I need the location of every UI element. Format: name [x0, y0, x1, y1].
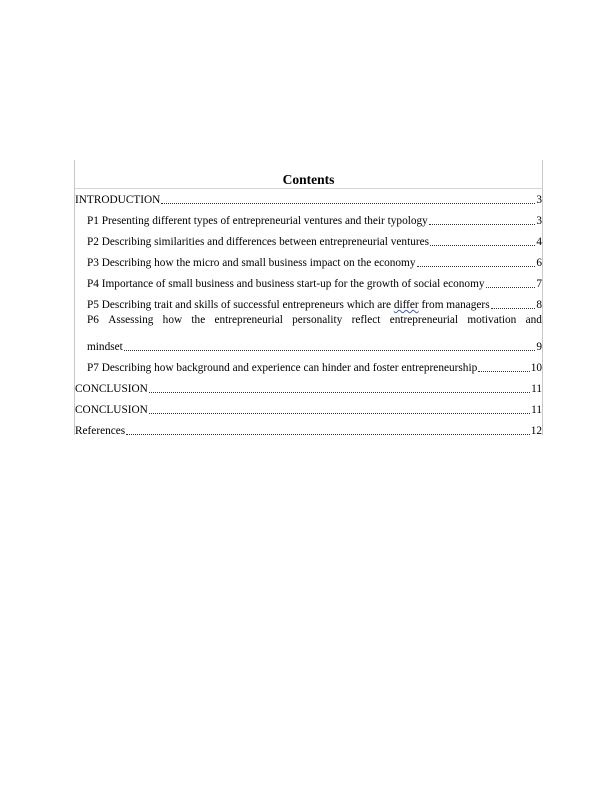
toc-entry-label: P5 Describing trait and skills of successful entrepreneurs which are differ from managers [87, 299, 490, 311]
toc-entry-page: 4 [536, 236, 542, 248]
toc-entry-references[interactable] [75, 418, 542, 438]
toc-entry-p4[interactable] [87, 271, 542, 291]
toc-entry-label: INTRODUCTION [75, 194, 161, 206]
toc-entry-word: entrepreneurial [389, 314, 459, 326]
toc-entry-page: 3 [536, 215, 542, 227]
toc-entry-label: CONCLUSION [75, 404, 148, 416]
toc-entry-page: 7 [536, 278, 542, 290]
toc-entry-page: 11 [531, 383, 542, 395]
toc-entry-word: entrepreneurial [214, 314, 283, 326]
toc-entry-word: and [525, 314, 542, 326]
dot-leader [149, 413, 530, 414]
dot-leader [486, 287, 536, 288]
toc-entry-label: P1 Presenting different types of entrepreneurial ventures and their typology [87, 215, 428, 227]
toc-entry-p2[interactable] [87, 229, 542, 249]
dot-leader [429, 224, 536, 225]
toc-entry-p7[interactable] [87, 355, 542, 375]
dot-leader [161, 203, 535, 204]
toc-entry-conclusion[interactable] [75, 376, 542, 396]
toc-entry-conclusion-2[interactable] [75, 397, 542, 417]
toc-entry-page: 10 [530, 362, 542, 374]
toc-entry-label: P7 Describing how background and experience can hinder and foster entrepreneurship [87, 362, 478, 374]
toc-entry-introduction[interactable] [75, 187, 542, 207]
toc-entry-label: P3 Describing how the micro and small business impact on the economy [87, 257, 416, 269]
toc-entry-label: P2 Describing similarities and differences between entrepreneurial ventures [87, 236, 430, 248]
toc-entry-word: how [162, 314, 183, 326]
toc-entry-word: reflect [351, 314, 381, 326]
toc-entry-label: References [75, 425, 126, 437]
dot-leader [430, 245, 535, 246]
toc-entry-p6[interactable] [87, 334, 542, 354]
toc-entry-label: P4 Importance of small business and business start-up for the growth of social economy [87, 278, 485, 290]
toc-entry-page: 3 [536, 194, 542, 206]
toc-entry-page: 9 [536, 341, 542, 353]
dot-leader [126, 434, 530, 435]
toc-entry-label: CONCLUSION [75, 383, 148, 395]
dot-leader [478, 371, 529, 372]
toc-entry-word: motivation [467, 314, 517, 326]
toc-entry-page: 6 [536, 257, 542, 269]
dot-leader [417, 266, 536, 267]
toc-entry-p5[interactable] [87, 292, 542, 312]
table-of-contents [74, 160, 543, 435]
toc-entry-page: 11 [531, 404, 542, 416]
toc-title: Contents [282, 172, 335, 187]
toc-entry-label: mindset [87, 341, 123, 353]
toc-entry-word: P6 [87, 314, 99, 326]
dot-leader [491, 308, 536, 309]
toc-entry-page: 12 [530, 425, 542, 437]
dot-leader [149, 392, 530, 393]
toc-entry-word: Assessing [108, 314, 154, 326]
spellcheck-marked-word: differ [393, 299, 419, 311]
toc-entry-p3[interactable] [87, 250, 542, 270]
toc-entry-p6-line1[interactable] [87, 313, 542, 333]
dot-leader [124, 350, 536, 351]
toc-entry-word: personality [292, 314, 343, 326]
toc-entry-p1[interactable] [87, 208, 542, 228]
toc-entry-word: the [191, 314, 206, 326]
toc-entry-page: 8 [536, 299, 542, 311]
